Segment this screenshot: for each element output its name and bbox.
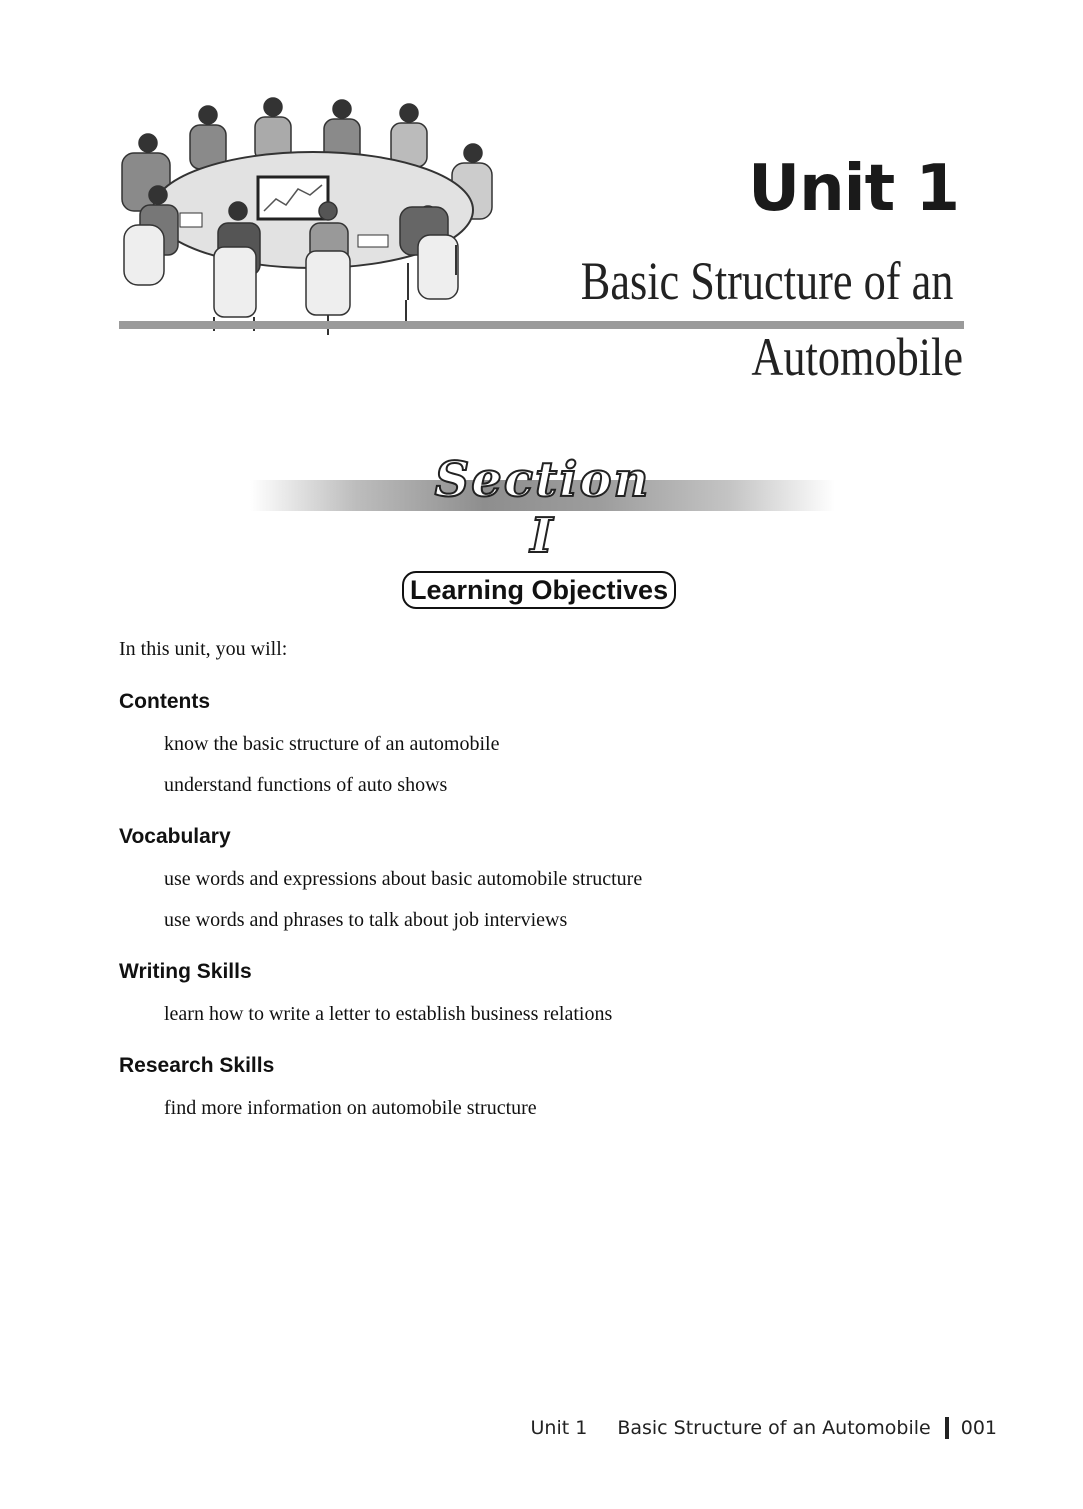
page-number: 001: [960, 1417, 997, 1439]
footer-title: Basic Structure of an Automobile: [617, 1417, 931, 1439]
footer-divider: [945, 1417, 949, 1439]
objectives-intro: In this unit, you will:: [119, 638, 288, 660]
heading-writing-skills: Writing Skills: [119, 960, 252, 983]
list-item: know the basic structure of an automobile: [164, 733, 500, 755]
page-footer: [531, 1417, 997, 1439]
unit-subtitle-line1: Basic Structure of an: [580, 251, 953, 311]
unit-subtitle-line2: Automobile: [751, 327, 963, 387]
unit-title: Unit 1: [748, 152, 959, 226]
list-item: use words and phrases to talk about job interviews: [164, 909, 568, 931]
footer-unit: Unit 1: [530, 1417, 588, 1439]
meeting-table-illustration: [118, 95, 498, 340]
heading-vocabulary: Vocabulary: [119, 825, 231, 848]
learning-objectives-badge: Learning Objectives: [402, 571, 676, 609]
list-item: find more information on automobile structure: [164, 1097, 537, 1119]
list-item: use words and expressions about basic automobile structure: [164, 868, 643, 890]
section-label: Section I: [434, 452, 651, 564]
list-item: learn how to write a letter to establish business relations: [164, 1003, 613, 1025]
list-item: understand functions of auto shows: [164, 774, 448, 796]
heading-research-skills: Research Skills: [119, 1054, 275, 1077]
heading-contents: Contents: [119, 690, 210, 713]
